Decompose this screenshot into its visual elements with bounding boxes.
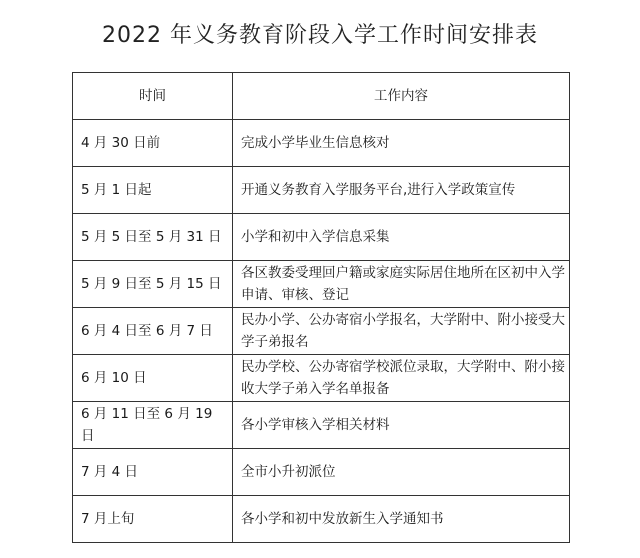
row-content: 小学和初中入学信息采集 (233, 214, 570, 261)
row-content: 各区教委受理回户籍或家庭实际居住地所在区初中入学申请、审核、登记 (233, 261, 570, 308)
row-time: 7 月 4 日 (73, 449, 233, 496)
table-header-row (73, 73, 570, 120)
row-time: 5 月 5 日至 5 月 31 日 (73, 214, 233, 261)
schedule-table (72, 72, 570, 543)
table-row (73, 214, 570, 261)
row-time: 6 月 11 日至 6 月 19 日 (73, 402, 233, 449)
table-row (73, 308, 570, 355)
row-time: 7 月上旬 (73, 496, 233, 543)
row-time: 6 月 10 日 (73, 355, 233, 402)
row-content: 完成小学毕业生信息核对 (233, 120, 570, 167)
table-row (73, 355, 570, 402)
table-row (73, 120, 570, 167)
page-title: 2022 年义务教育阶段入学工作时间安排表 (102, 23, 538, 48)
table-row (73, 449, 570, 496)
header-content: 工作内容 (233, 73, 570, 120)
row-time: 4 月 30 日前 (73, 120, 233, 167)
table-row (73, 261, 570, 308)
row-content: 各小学和初中发放新生入学通知书 (233, 496, 570, 543)
table-row (73, 402, 570, 449)
row-content: 民办小学、公办寄宿小学报名，大学附中、附小接受大学子弟报名 (233, 308, 570, 355)
row-content: 全市小升初派位 (233, 449, 570, 496)
row-content: 开通义务教育入学服务平台,进行入学政策宣传 (233, 167, 570, 214)
row-time: 6 月 4 日至 6 月 7 日 (73, 308, 233, 355)
header-time: 时间 (73, 73, 233, 120)
table-row (73, 167, 570, 214)
row-content: 各小学审核入学相关材料 (233, 402, 570, 449)
row-time: 5 月 9 日至 5 月 15 日 (73, 261, 233, 308)
row-time: 5 月 1 日起 (73, 167, 233, 214)
table-row (73, 496, 570, 543)
row-content: 民办学校、公办寄宿学校派位录取，大学附中、附小接收大学子弟入学名单报备 (233, 355, 570, 402)
